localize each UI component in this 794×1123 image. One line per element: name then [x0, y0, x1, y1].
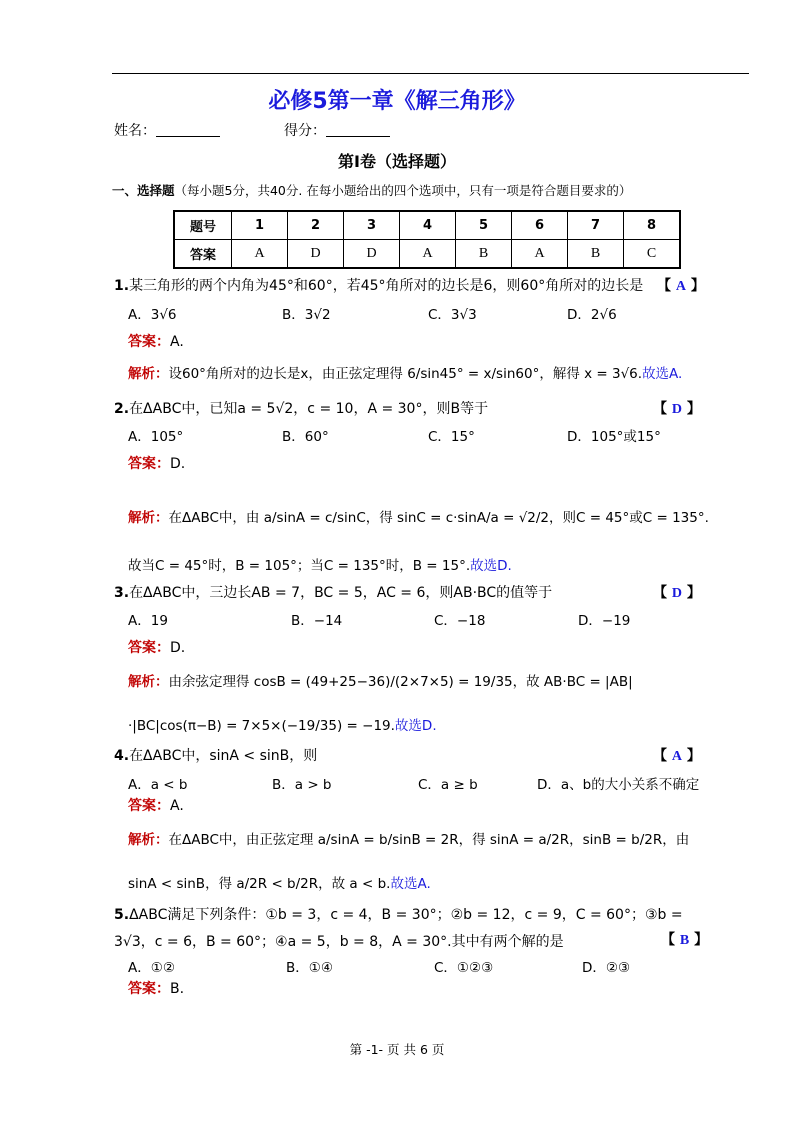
- table-cell: 1: [232, 211, 288, 240]
- option: D．2√6: [567, 307, 617, 323]
- section-desc: （每小题5分，共40分. 在每小题给出的四个选项中，只有一项是符合题目要求的）: [174, 183, 632, 198]
- answer-line: [128, 331, 184, 351]
- answer-text: B.: [170, 981, 185, 997]
- answer-letter: A: [671, 749, 682, 764]
- page-footer: 第 -1- 页 共 6 页: [349, 1042, 445, 1057]
- question-text: 在ΔABC中，三边长AB = 7，BC = 5，AC = 6，则AB·BC的值等于: [129, 585, 553, 601]
- option: C．−18: [434, 613, 486, 629]
- question-text: 在ΔABC中，sinA < sinB，则: [129, 748, 318, 764]
- table-cell: D: [288, 240, 344, 269]
- answer-text: D.: [170, 456, 186, 472]
- table-cell: D: [344, 240, 400, 269]
- table-cell: A: [400, 240, 456, 269]
- analysis-label: 解析：: [128, 366, 169, 382]
- name-field: [114, 120, 220, 140]
- row-label-answer: 答案: [174, 240, 232, 269]
- conclusion-text: 故选D.: [394, 718, 437, 734]
- answer-label: 答案：: [128, 334, 170, 350]
- answer-line: [128, 637, 185, 657]
- table-cell: B: [568, 240, 624, 269]
- answer-label: 答案：: [128, 798, 170, 814]
- table-cell: 6: [512, 211, 568, 240]
- question-2-stem: [114, 398, 488, 418]
- option: B．−14: [291, 613, 343, 629]
- score-field: [284, 120, 390, 140]
- table-cell: 3: [344, 211, 400, 240]
- question-number: 3.: [114, 585, 130, 601]
- page-title: 必修5第一章《解三角形》: [268, 89, 526, 114]
- option: D．−19: [578, 613, 631, 629]
- section-heading: [112, 181, 631, 199]
- question-5-stem: [114, 902, 724, 956]
- option: B．3√2: [282, 307, 331, 323]
- answer-letter: A: [675, 279, 686, 294]
- answer-text: A.: [170, 798, 184, 814]
- conclusion-text: 故选A.: [642, 366, 683, 382]
- answer-text: A.: [170, 334, 184, 350]
- score-label: 得分：: [284, 123, 326, 139]
- analysis-label: 解析：: [128, 510, 169, 526]
- option: C．a ≥ b: [418, 777, 478, 793]
- table-cell: C: [624, 240, 681, 269]
- option: B．①④: [286, 960, 333, 976]
- name-label: 姓名：: [114, 123, 156, 139]
- table-cell: B: [456, 240, 512, 269]
- question-1-stem: [114, 275, 643, 295]
- answer-bracket: 【 B 】: [661, 932, 709, 948]
- analysis-text: 由余弦定理得 cosB = (49+25−36)/(2×7×5) = 19/35，故 AB·BC = |AB|·|BC|cos(π−B) = 7×5×(−19/35) = −19.: [128, 674, 633, 734]
- analysis-text: 在ΔABC中，由正弦定理 a/sinA = b/sinB = 2R，得 sinA = a/2R，sinB = b/2R，由 sinA < sinB，得 a/2R < b/2R，故 a < b.: [128, 832, 690, 892]
- answer-table: [173, 210, 681, 269]
- answer-bracket: 【 D 】: [653, 585, 701, 601]
- question-4-stem: [114, 745, 317, 765]
- analysis-text: 设60°角所对的边长是x，由正弦定理得 6/sin45° = x/sin60°，解得 x = 3√6.: [168, 366, 643, 382]
- answer-letter: D: [671, 402, 682, 417]
- answer-table-number-row: [174, 211, 680, 240]
- answer-line: [128, 453, 185, 473]
- question-text: 某三角形的两个内角为45°和60°，若45°角所对的边长是6，则60°角所对的边长是: [129, 278, 644, 294]
- answer-bracket: 【 A 】: [653, 748, 701, 764]
- header-rule: [112, 73, 749, 74]
- name-blank: [156, 122, 220, 137]
- answer-line: [128, 795, 184, 815]
- option: A．3√6: [128, 307, 177, 323]
- question-text: ΔABC满足下列条件：①b = 3，c = 4，B = 30°；②b = 12，c = 9，C = 60°；③b = 3√3，c = 6，B = 60°；④a = 5，b = 8，A = 30°.其中有两个解的是: [114, 907, 683, 950]
- answer-text: D.: [170, 640, 186, 656]
- analysis-line: [128, 660, 718, 748]
- question-number: 4.: [114, 748, 130, 764]
- row-label-number: 题号: [174, 211, 232, 240]
- answer-letter: D: [671, 586, 682, 601]
- analysis-text: 在ΔABC中，由 a/sinA = c/sinC，得 sinC = c·sinA/a = √2/2，则C = 45°或C = 135°. 故当C = 45°时，B = 105°；当C = 135°时，B = 15°.: [128, 510, 709, 574]
- option: D．②③: [582, 960, 631, 976]
- analysis-label: 解析：: [128, 674, 169, 690]
- answer-label: 答案：: [128, 456, 170, 472]
- option: C．①②③: [434, 960, 494, 976]
- option: C．15°: [428, 429, 475, 445]
- score-blank: [326, 122, 390, 137]
- analysis-line: [128, 494, 718, 590]
- question-number: 1.: [114, 278, 130, 294]
- option: A．105°: [128, 429, 184, 445]
- table-cell: 4: [400, 211, 456, 240]
- conclusion-text: 故选D.: [470, 558, 512, 574]
- option: C．3√3: [428, 307, 477, 323]
- answer-bracket: 【 A 】: [657, 278, 705, 294]
- option: A．19: [128, 613, 168, 629]
- question-3-stem: [114, 582, 552, 602]
- analysis-line: [128, 362, 682, 382]
- section-label: 一、选择题: [112, 183, 175, 198]
- question-number: 5.: [114, 907, 130, 923]
- answer-bracket: 【 D 】: [653, 401, 701, 417]
- table-cell: 2: [288, 211, 344, 240]
- table-cell: A: [232, 240, 288, 269]
- option: B．60°: [282, 429, 329, 445]
- analysis-line: [128, 818, 718, 906]
- question-number: 2.: [114, 401, 130, 417]
- table-cell: 7: [568, 211, 624, 240]
- answer-label: 答案：: [128, 640, 170, 656]
- conclusion-text: 故选A.: [390, 876, 431, 892]
- option: A．a < b: [128, 777, 188, 793]
- answer-line: [128, 978, 184, 998]
- answer-letter: B: [679, 933, 690, 948]
- volume-heading: 第Ⅰ卷（选择题）: [338, 152, 456, 171]
- answer-table-answer-row: [174, 240, 680, 269]
- analysis-label: 解析：: [128, 832, 169, 848]
- table-cell: 8: [624, 211, 681, 240]
- option: B．a > b: [272, 777, 332, 793]
- option: D．105°或15°: [567, 429, 661, 445]
- option: A．①②: [128, 960, 175, 976]
- table-cell: 5: [456, 211, 512, 240]
- table-cell: A: [512, 240, 568, 269]
- question-text: 在ΔABC中，已知a = 5√2，c = 10，A = 30°，则B等于: [129, 401, 489, 417]
- answer-label: 答案：: [128, 981, 170, 997]
- option: D．a、b的大小关系不确定: [537, 777, 700, 793]
